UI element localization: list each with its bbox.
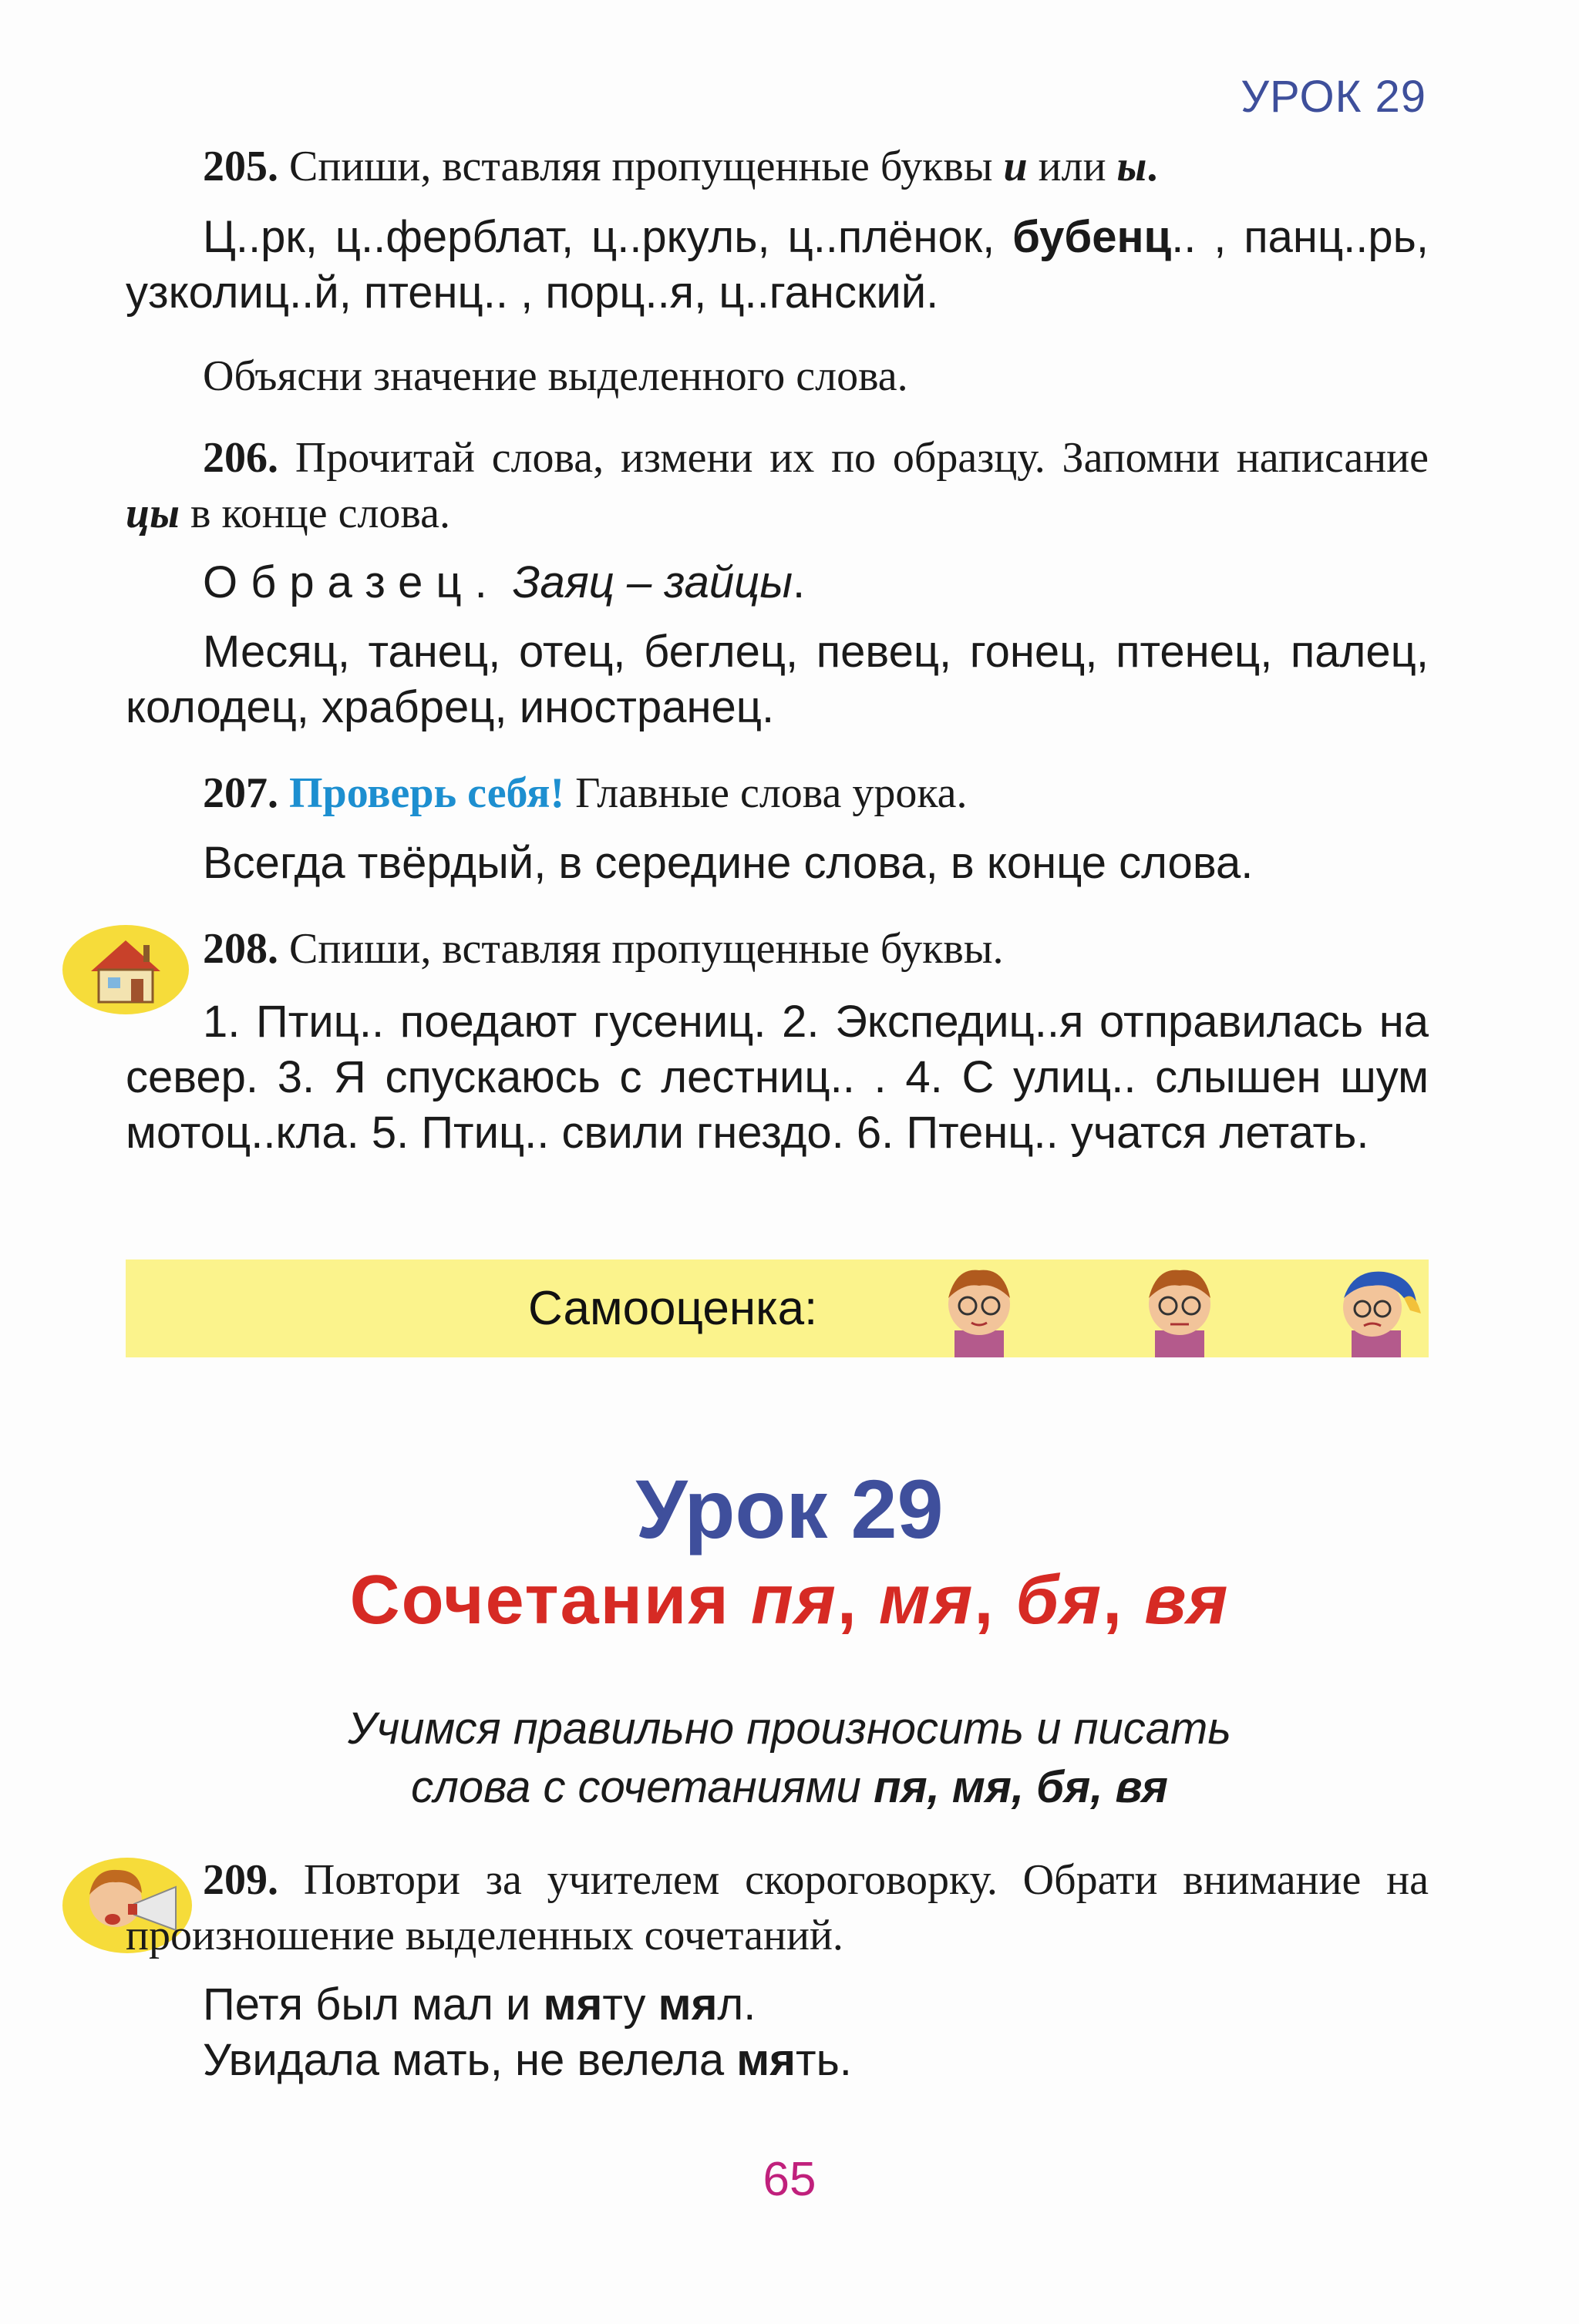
task-text: Спиши, вставляя пропущенные буквы. <box>289 925 1004 973</box>
task-206-words: Месяц, танец, отец, беглец, певец, гонец, птенец, палец, колодец, храбрец, иностранец. <box>126 627 1429 732</box>
lesson-title: Урок 29 <box>635 1462 944 1555</box>
task-205-explain: Объясни значение выделенного слова. <box>203 352 908 400</box>
words-part: .. , панц..рь, узколиц..й, птенц.. , порц..я, ц..ганский. <box>126 212 1429 318</box>
task-text: Прочитай слова, измени их по образцу. Запомни написание <box>295 434 1429 482</box>
task-206-instruction <box>126 430 1429 541</box>
lesson-subtitle: Сочетания пя, мя, бя, вя <box>349 1562 1230 1639</box>
task-208-instruction <box>126 921 1429 977</box>
dot: . <box>1146 143 1158 190</box>
goal-line: слова с сочетаниями <box>411 1762 861 1812</box>
task-205-words <box>126 210 1429 321</box>
boy-with-cap-icon[interactable] <box>1330 1260 1422 1357</box>
task-206-sample: Образец. Заяц – зайцы. <box>203 557 806 607</box>
task-209-instruction <box>126 1852 1429 1963</box>
task-number: 207. <box>203 769 278 817</box>
task-207-instruction <box>126 765 1429 821</box>
self-assessment-label: Самооценка: <box>528 1282 818 1335</box>
twister-line-1: Петя был мал и мяту мял. <box>203 1979 756 2030</box>
highlighted-word: бубенц <box>1012 212 1172 262</box>
twister-line-2: Увидала мать, не велела мять. <box>203 2035 852 2085</box>
or-word: или <box>1038 143 1106 190</box>
task-207-words: Всегда твёрдый, в середине слова, в конце слова. <box>203 838 1254 888</box>
task-text: Повтори за учителем скороговорку. Обрати внимание на произношение выделенных сочетаний. <box>126 1856 1429 1959</box>
task-number: 205. <box>203 143 278 190</box>
task-text: Главные слова урока. <box>575 769 968 817</box>
tongue-twister <box>203 1977 1429 2088</box>
goal-combos: пя, мя, бя, вя <box>874 1762 1168 1812</box>
goal-line: Учимся правильно произносить и писать <box>348 1703 1231 1754</box>
sample-label: Образец. <box>203 557 500 607</box>
lesson-goal <box>0 1700 1579 1817</box>
combo: бя <box>1015 1562 1103 1639</box>
letter-y: ы <box>1116 143 1147 190</box>
task-number: 206. <box>203 434 278 482</box>
task-number: 208. <box>203 925 278 973</box>
words-part: Ц..рк, ц..ферблат, ц..ркуль, ц..плёнок, <box>203 212 995 262</box>
task-208-text: 1. Птиц.. поедают гусениц. 2. Экспедиц..я отправилась на север. 3. Я спускаюсь с лестниц.. . 4. С улиц.. слышен шум мотоц..кла. 5. Птиц.. свили гнездо. 6. Птенц.. учатся летать. <box>126 997 1429 1158</box>
task-205-instruction <box>126 139 1429 194</box>
combo: вя <box>1144 1562 1230 1639</box>
task-text: в конце слова. <box>190 489 450 537</box>
subtitle-word: Сочетания <box>349 1562 730 1639</box>
page-number: 65 <box>763 2153 816 2206</box>
combo: мя <box>878 1562 975 1639</box>
sample-text: Заяц – зайцы <box>512 557 793 607</box>
task-number: 209. <box>203 1856 278 1904</box>
check-yourself: Проверь себя! <box>289 769 565 817</box>
task-text: Спиши, вставляя пропущенные буквы <box>289 143 993 190</box>
combo: пя <box>750 1562 837 1639</box>
letter-i: и <box>1003 143 1028 190</box>
running-header: УРОК 29 <box>1241 72 1426 122</box>
tsy-ending: цы <box>126 489 180 537</box>
boy-with-glasses-icon[interactable] <box>1133 1260 1226 1357</box>
boy-face-icon[interactable] <box>933 1260 1025 1357</box>
